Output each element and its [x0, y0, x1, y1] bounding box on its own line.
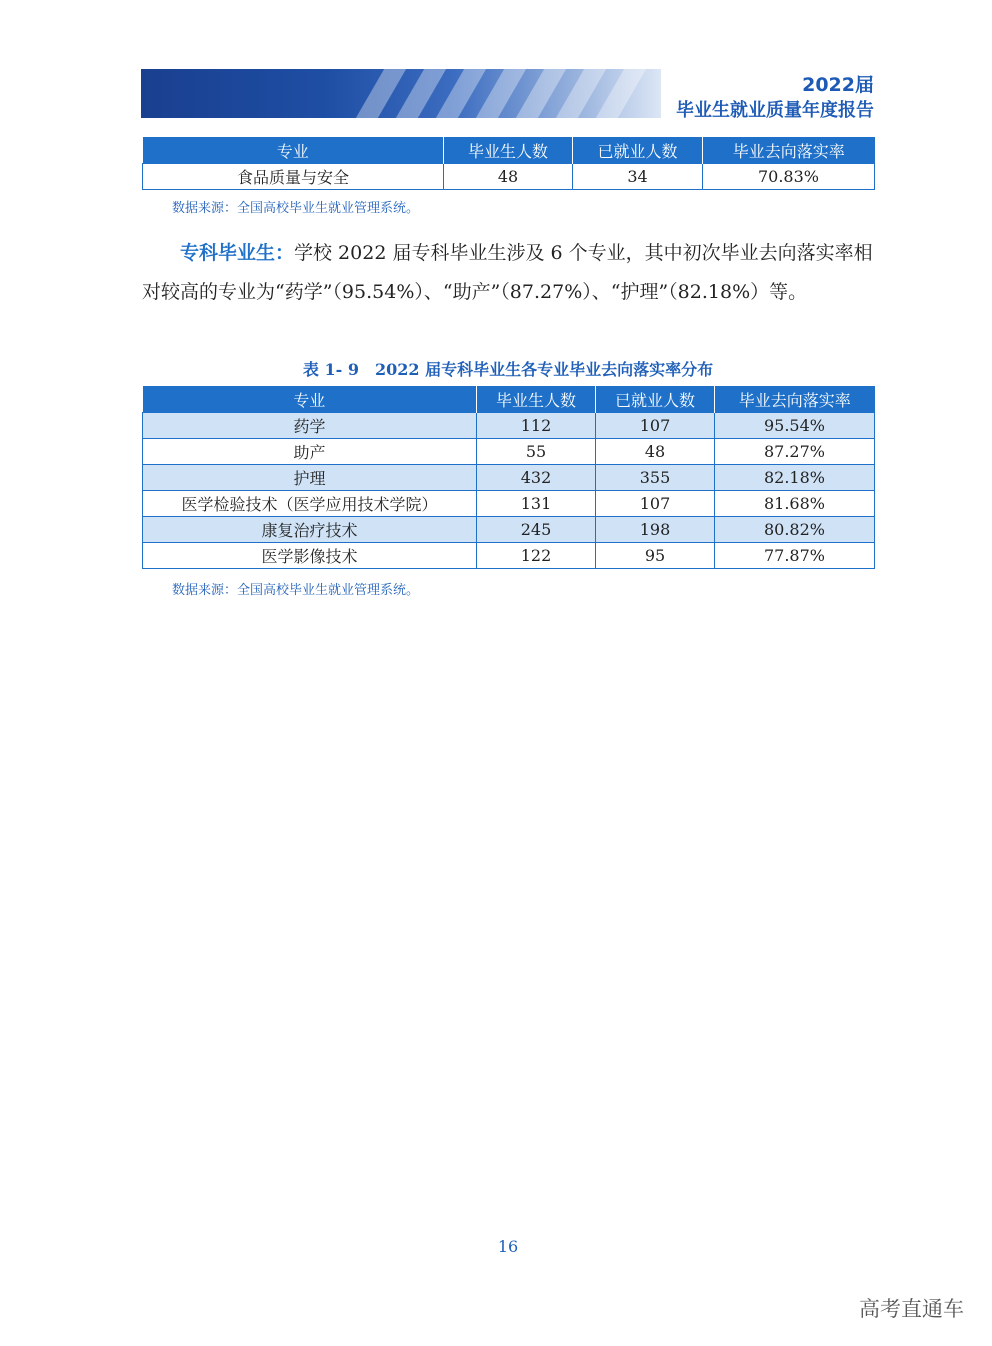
report-title: 毕业生就业质量年度报告: [676, 100, 874, 121]
paragraph-label: 专科毕业生：: [180, 242, 295, 264]
table-cell: 245: [477, 517, 596, 543]
table-cell: 87.27%: [715, 439, 875, 465]
table-cell: 48: [596, 439, 715, 465]
table-cell: 95.54%: [715, 413, 875, 439]
paragraph-text: 学校 2022 届专科毕业生涉及 6 个专业，其中初次毕业去向落实率相对较高的专业为“药学”（95.54%）、“助产”（87.27%）、“护理”（82.18%）等。: [142, 242, 873, 303]
table-cell: 34: [573, 164, 703, 190]
table-major-continued: [142, 137, 875, 190]
column-header: 毕业生人数: [444, 137, 573, 164]
table-cell: 55: [477, 439, 596, 465]
table-cell: 70.83%: [703, 164, 875, 190]
column-header: 毕业生人数: [477, 386, 596, 413]
table-cell: 81.68%: [715, 491, 875, 517]
table-cell: 医学影像技术: [143, 543, 477, 569]
table-row: [143, 465, 875, 491]
table-cell: 107: [596, 491, 715, 517]
table-header-row: [143, 386, 875, 413]
watermark-text: 高考直通车: [859, 1297, 964, 1321]
table-row: [143, 543, 875, 569]
table-vocational-majors: [142, 386, 875, 569]
column-header: 专业: [143, 386, 477, 413]
table-cell: 131: [477, 491, 596, 517]
column-header: 已就业人数: [596, 386, 715, 413]
table2-caption: 表 1- 9 2022 届专科毕业生各专业毕业去向落实率分布: [302, 360, 714, 379]
table-header-row: [143, 137, 875, 164]
table2-source-note: 数据来源：全国高校毕业生就业管理系统。: [172, 583, 420, 598]
table-cell: 198: [596, 517, 715, 543]
table-cell: 112: [477, 413, 596, 439]
table-cell: 48: [444, 164, 573, 190]
column-header: 已就业人数: [573, 137, 703, 164]
table-cell: 107: [596, 413, 715, 439]
table-row: [143, 164, 875, 190]
body-paragraph: [142, 234, 882, 312]
column-header: 毕业去向落实率: [715, 386, 875, 413]
header-banner-stripes: [350, 69, 661, 118]
table-cell: 80.82%: [715, 517, 875, 543]
table-cell: 助产: [143, 439, 477, 465]
table-cell: 医学检验技术（医学应用技术学院）: [143, 491, 477, 517]
table-cell: 82.18%: [715, 465, 875, 491]
table-cell: 77.87%: [715, 543, 875, 569]
table-cell: 护理: [143, 465, 477, 491]
table1-source-note: 数据来源：全国高校毕业生就业管理系统。: [172, 201, 420, 216]
table-cell: 食品质量与安全: [143, 164, 444, 190]
table-cell: 355: [596, 465, 715, 491]
table-cell: 康复治疗技术: [143, 517, 477, 543]
table-cell: 药学: [143, 413, 477, 439]
table-row: [143, 413, 875, 439]
column-header: 专业: [143, 137, 444, 164]
column-header: 毕业去向落实率: [703, 137, 875, 164]
table-cell: 122: [477, 543, 596, 569]
table-cell: 95: [596, 543, 715, 569]
table-row: [143, 491, 875, 517]
table-cell: 432: [477, 465, 596, 491]
table-row: [143, 517, 875, 543]
page-number: 16: [497, 1237, 519, 1256]
table-row: [143, 439, 875, 465]
report-year: 2022届: [802, 74, 874, 96]
